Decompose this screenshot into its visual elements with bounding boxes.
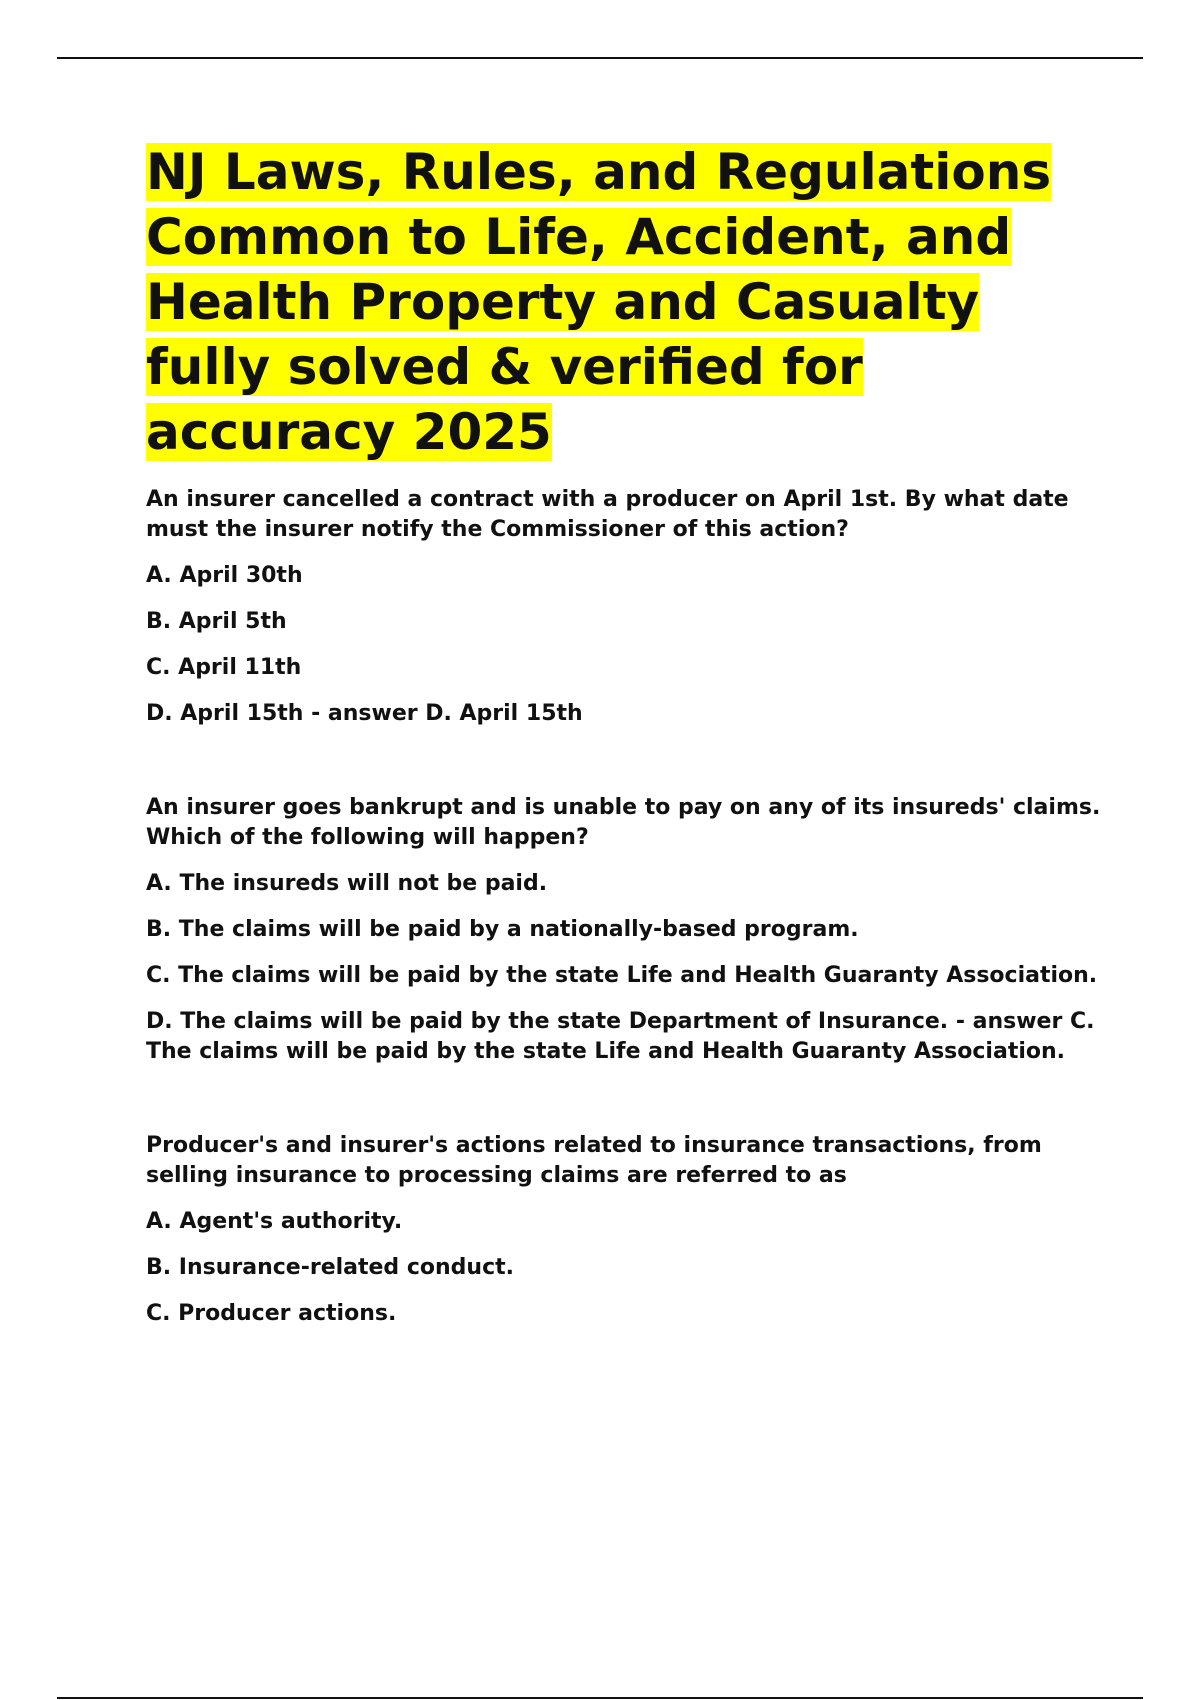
question-block-3 <box>146 1131 1106 1329</box>
question-prompt: Producer's and insurer's actions related to insurance transactions, from selling insurance to processing claims are referred to as <box>146 1133 1042 1188</box>
answer-option: C. April 11th <box>146 655 302 680</box>
answer-option: B. The claims will be paid by a nationally-based program. <box>146 917 859 942</box>
document-body <box>146 140 1106 1329</box>
question-block-2 <box>146 793 1106 1067</box>
question-prompt: An insurer goes bankrupt and is unable to pay on any of its insureds' claims. Which of the following will happen? <box>146 795 1101 850</box>
answer-option: C. The claims will be paid by the state Life and Health Guaranty Association. <box>146 963 1098 988</box>
answer-option: A. The insureds will not be paid. <box>146 871 548 896</box>
question-block-1 <box>146 485 1106 729</box>
answer-option: B. April 5th <box>146 609 287 634</box>
answer-option: D. The claims will be paid by the state Department of Insurance. - answer C. The claims will be paid by the state Life and Health Guaranty Association. <box>146 1009 1095 1064</box>
answer-option: B. Insurance-related conduct. <box>146 1255 514 1280</box>
document-title <box>146 140 1106 465</box>
question-prompt: An insurer cancelled a contract with a producer on April 1st. By what date must the insurer notify the Commissioner of this action? <box>146 487 1069 542</box>
answer-option: A. Agent's authority. <box>146 1209 403 1234</box>
top-divider <box>57 57 1143 59</box>
bottom-divider <box>57 1697 1143 1699</box>
answer-option: D. April 15th - answer D. April 15th <box>146 701 583 726</box>
answer-option: C. Producer actions. <box>146 1301 397 1326</box>
answer-option: A. April 30th <box>146 563 303 588</box>
document-title-highlight: NJ Laws, Rules, and Regulations Common to Life, Accident, and Health Property and Casualty fully solved & verified for accuracy 2025 <box>146 143 1052 461</box>
